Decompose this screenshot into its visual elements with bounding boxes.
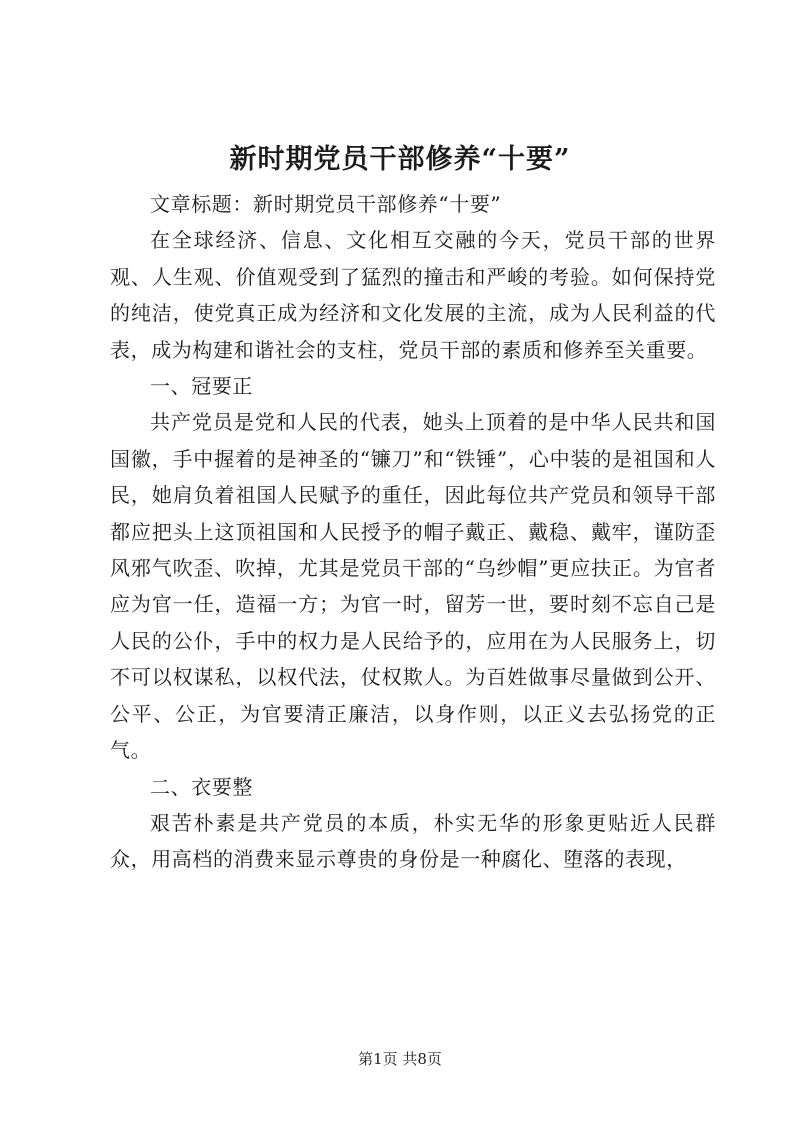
page-footer: 第1页 共8页 bbox=[358, 1050, 442, 1068]
section-heading-2: 二、衣要整 bbox=[150, 774, 253, 799]
intro-paragraph: 在全球经济、信息、文化相互交融的今天，党员干部的世界观、人生观、价值观受到了猛烈的撞击和严峻的考验。如何保持党的纯洁，使党真正成为经济和文化发展的主流，成为人民利益的代表，成为构建和谐社会的支柱，党员干部的素质和修养至关重要。 bbox=[110, 228, 716, 362]
section-2-paragraph: 艰苦朴素是共产党员的本质，朴实无华的形象更贴近人民群众，用高档的消费来显示尊贵的身份是一种腐化、堕落的表现， bbox=[110, 810, 716, 872]
section-heading-1: 一、冠要正 bbox=[150, 374, 253, 399]
section-1-paragraph: 共产党员是党和人民的代表，她头上顶着的是中华人民共和国国徽，手中握着的是神圣的“镰刀”和“铁锤”，心中装的是祖国和人民，她肩负着祖国人民赋予的重任，因此每位共产党员和领导干部都应把头上这顶祖国和人民授予的帽子戴正、戴稳、戴牢，谨防歪风邪气吹歪、吹掉，尤其是党员干部的“乌纱帽”更应扶正。为官者应为官一任，造福一方；为官一时，留芳一世，要时刻不忘自己是人民的公仆，手中的权力是人民给予的，应用在为人民服务上，切不可以权谋私，以权代法，仗权欺人。为百姓做事尽量做到公开、公平、公正，为官要清正廉洁，以身作则，以正义去弘扬党的正气。 bbox=[110, 410, 716, 763]
document-title: 新时期党员干部修养“十要” bbox=[229, 144, 571, 175]
document-body bbox=[110, 186, 716, 878]
article-title-line: 文章标题：新时期党员干部修养“十要” bbox=[150, 192, 502, 216]
